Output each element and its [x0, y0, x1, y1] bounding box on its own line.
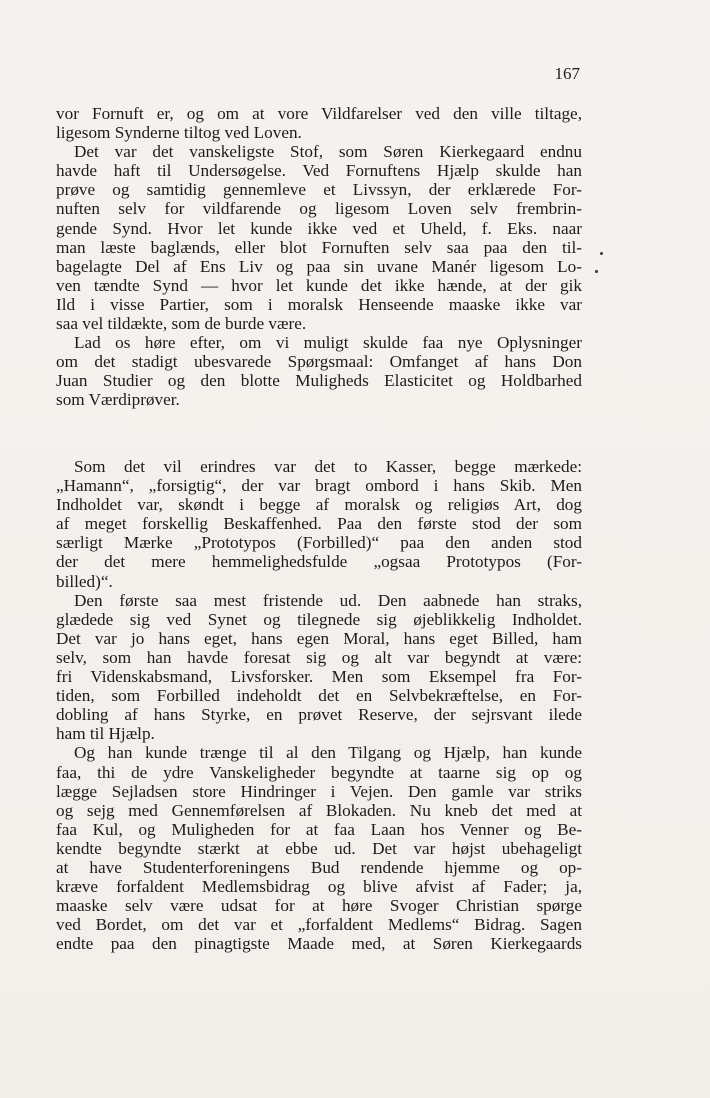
text-line: faa Kul, og Muligheden for at faa Laan hos Venner og Be-	[56, 819, 582, 839]
text-line: bagelagte Del af Ens Liv og paa sin uvane Manér ligesom Lo-	[56, 256, 582, 276]
page-number: 167	[554, 64, 580, 83]
text-line: Ild i visse Partier, som i moralsk Henseende maaske ikke var	[56, 294, 582, 314]
paragraph-4	[56, 457, 582, 591]
text-line: Som det vil erindres var det to Kasser, begge mærkede:	[74, 457, 582, 476]
text-section-1	[56, 104, 582, 410]
text-line: faa, thi de ydre Vanskeligheder begyndte at taarne sig op og	[56, 762, 582, 782]
text-line: vor Fornuft er, og om at vore Vildfarelser ved den ville tiltage,	[56, 104, 582, 123]
text-line: Juan Studier og den blotte Muligheds Elasticitet og Holdbarhed	[56, 371, 582, 391]
paragraph-5	[56, 591, 582, 744]
text-line: man læste baglænds, eller blot Fornuften selv saa paa den til-	[56, 237, 582, 257]
text-line: havde haft til Undersøgelse. Ved Fornuftens Hjælp skulde han	[56, 161, 582, 181]
text-line: saa vel tildækte, som de burde være.	[56, 314, 307, 334]
text-line: kræve forfaldent Medlemsbidrag og blive afvist af Fader; ja,	[56, 877, 582, 897]
text-line: tiden, som Forbilled indeholdt det en Selvbekræftelse, en For-	[56, 686, 582, 706]
paragraph-3	[56, 333, 582, 409]
text-line: Indholdet var, skøndt i begge af moralsk og religiøs Art, dog	[56, 495, 582, 515]
text-line: ven tændte Synd — hvor let kunde det ikke hænde, at der gik	[56, 275, 582, 295]
text-line: om det stadigt ubesvarede Spørgsmaal: Omfanget af hans Don	[56, 352, 582, 372]
text-line: af meget forskellig Beskaffenhed. Paa den første stod der som	[56, 514, 582, 534]
text-line: ved Bordet, om det var et „forfaldent Medlems“ Bidrag. Sagen	[56, 915, 582, 935]
text-line: gende Synd. Hvor let kunde ikke ved et Uheld, f. Eks. naar	[56, 218, 582, 238]
text-line: billed)“.	[56, 571, 113, 591]
text-line: maaske selv være udsat for at høre Svoger Christian spørge	[56, 896, 582, 916]
text-line: Det var det vanskeligste Stof, som Søren Kierkegaard endnu	[74, 142, 582, 162]
text-line: kendte begyndte stærkt at ebbe ud. Det var højst ubehageligt	[56, 838, 582, 858]
text-line: Lad os høre efter, om vi muligt skulde faa nye Oplysninger	[74, 333, 582, 353]
text-line: Og han kunde trænge til al den Tilgang og Hjælp, han kunde	[74, 743, 582, 763]
text-line: og sejg med Gennemførelsen af Blokaden. Nu kneb det med at	[56, 800, 582, 820]
text-line: nuften selv for vildfarende og ligesom Loven selv frembrin-	[56, 199, 582, 219]
text-line: dobling af hans Styrke, en prøvet Reserve, der sejrsvant ilede	[56, 705, 582, 725]
text-line: selv, som han havde foresat sig og alt var begyndt at være:	[56, 647, 582, 667]
text-line: at have Studenterforeningens Bud rendende hjemme og op-	[56, 857, 582, 877]
text-line: endte paa den pinagtigste Maade med, at Søren Kierkegaards	[56, 934, 582, 954]
text-line: prøve og samtidig gennemleve et Livssyn, der erklærede For-	[56, 180, 582, 200]
text-line: lægge Sejladsen store Hindringer i Vejen. Den gamle var striks	[56, 781, 582, 801]
text-line: Det var jo hans eget, hans egen Moral, hans eget Billed, ham	[56, 628, 582, 648]
text-line: Den første saa mest fristende ud. Den aabnede han straks,	[74, 590, 582, 610]
text-line: fri Videnskabsmand, Livsforsker. Men som Eksempel fra For-	[56, 667, 582, 687]
paragraph-1	[56, 104, 582, 142]
paper-speck	[600, 252, 603, 255]
paragraph-6	[56, 743, 582, 953]
text-section-2	[56, 457, 582, 953]
text-line: glædede sig ved Synet og tilegnede sig øjeblikkelig Indholdet.	[56, 609, 582, 629]
paper-speck	[595, 270, 598, 273]
text-line: ham til Hjælp.	[56, 724, 155, 744]
text-line: som Værdiprøver.	[56, 390, 180, 410]
text-line: der det mere hemmelighedsfulde „ogsaa Prototypos (For-	[56, 552, 582, 572]
text-line: „Hamann“, „forsigtig“, der var bragt ombord i hans Skib. Men	[56, 476, 582, 496]
text-line: særligt Mærke „Prototypos (Forbilled)“ paa den anden stod	[56, 533, 582, 553]
text-line: ligesom Synderne tiltog ved Loven.	[56, 123, 302, 143]
paragraph-2	[56, 142, 582, 333]
